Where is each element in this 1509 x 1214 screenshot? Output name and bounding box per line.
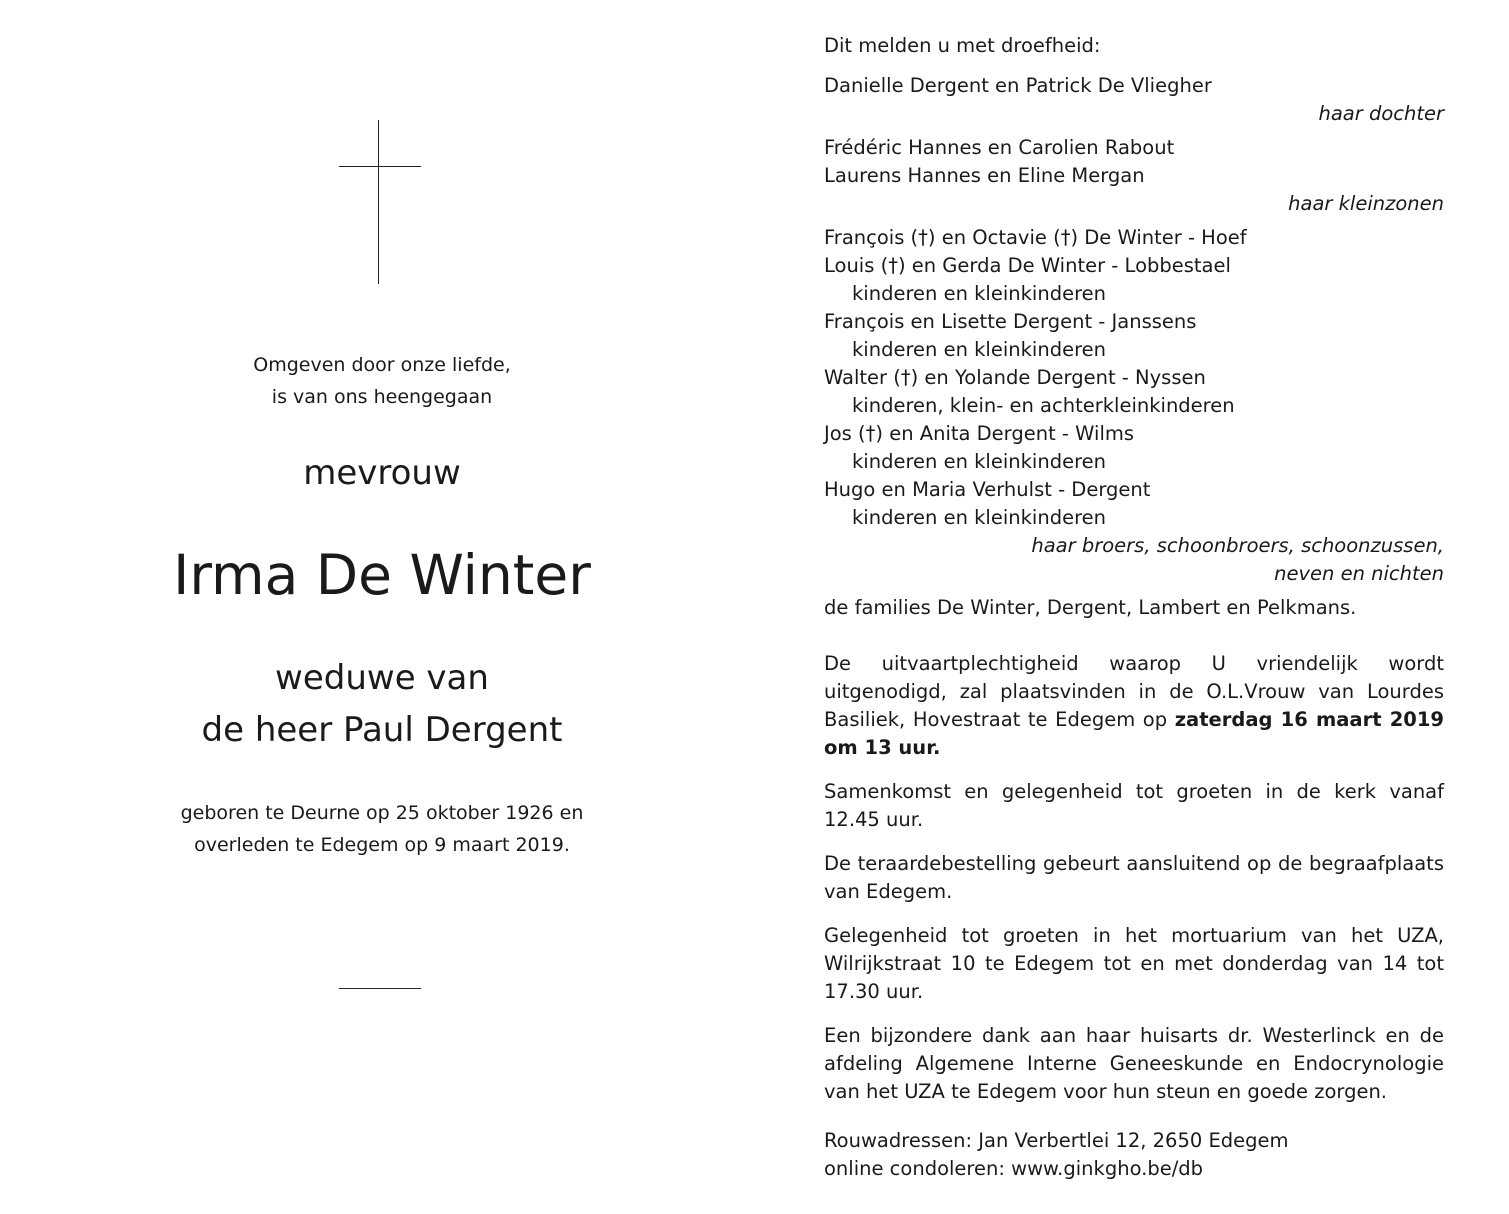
funeral-text: De uitvaartplechtigheid waarop U vriendelijk wordt uitgenodigd, zal plaatsvinden in de O.L.Vrouw van Lourdes Basiliek, Hovestraat te Edegem op — [824, 652, 1444, 731]
cross-icon-bar — [339, 166, 421, 167]
sibling-names: Louis (†) en Gerda De Winter - Lobbestael — [824, 254, 1231, 277]
announcement-heading: Dit melden u met droefheid: — [824, 34, 1101, 57]
divider — [339, 988, 421, 989]
deceased-title: mevrouw — [303, 453, 461, 493]
thanks-paragraph: Een bijzondere dank aan haar huisarts dr. Westerlinck en de afdeling Algemene Interne Geneeskunde en Endocrynologie van het UZA te Edegem voor hun steun en goede zorgen. — [824, 1024, 1444, 1103]
contact-info — [824, 1127, 1444, 1183]
sibling-descendants: kinderen en kleinkinderen — [852, 338, 1107, 361]
sibling-names: François (†) en Octavie (†) De Winter - Hoef — [824, 226, 1247, 249]
sibling-names: François en Lisette Dergent - Janssens — [824, 310, 1197, 333]
burial-paragraph: De teraardebestelling gebeurt aansluitend op de begraafplaats van Edegem. — [824, 852, 1444, 903]
intro-text — [70, 349, 694, 413]
deceased-name: Irma De Winter — [173, 543, 591, 607]
families-line: de families De Winter, Dergent, Lambert en Pelkmans. — [824, 596, 1357, 619]
gathering-paragraph: Samenkomst en gelegenheid tot groeten in de kerk vanaf 12.45 uur. — [824, 780, 1444, 831]
funeral-date: zaterdag 16 maart 2019 om 13 uur. — [824, 708, 1444, 759]
grandson-names: Laurens Hannes en Eline Mergan — [824, 164, 1145, 187]
siblings-relation: haar broers, schoonbroers, schoonzussen, — [1031, 534, 1444, 557]
widow-line-2: de heer Paul Dergent — [201, 710, 563, 750]
intro-line-2: is van ons heengegaan — [271, 386, 493, 408]
intro-line-1: Omgeven door onze liefde, — [253, 354, 511, 376]
death-line: overleden te Edegem op 9 maart 2019. — [194, 834, 570, 856]
daughter-relation: haar dochter — [1318, 102, 1444, 125]
sibling-descendants: kinderen en kleinkinderen — [852, 506, 1107, 529]
family-list — [824, 32, 1444, 622]
birth-line: geboren te Deurne op 25 oktober 1926 en — [180, 802, 584, 824]
widow-line-1: weduwe van — [275, 658, 489, 698]
birth-death-dates — [70, 797, 694, 861]
sibling-names: Walter (†) en Yolande Dergent - Nyssen — [824, 366, 1206, 389]
grandson-names: Frédéric Hannes en Carolien Rabout — [824, 136, 1175, 159]
online-condolence-link[interactable]: online condoleren: www.ginkgho.be/db — [824, 1157, 1204, 1180]
funeral-paragraph — [824, 650, 1444, 762]
grandsons-relation: haar kleinzonen — [1288, 192, 1444, 215]
widow-of — [70, 652, 694, 756]
sibling-descendants: kinderen en kleinkinderen — [852, 450, 1107, 473]
sibling-descendants: kinderen en kleinkinderen — [852, 282, 1107, 305]
sibling-names: Hugo en Maria Verhulst - Dergent — [824, 478, 1151, 501]
mortuary-paragraph: Gelegenheid tot groeten in het mortuarium van het UZA, Wilrijkstraat 10 te Edegem tot en met donderdag van 14 tot 17.30 uur. — [824, 924, 1444, 1003]
daughter-names: Danielle Dergent en Patrick De Vliegher — [824, 74, 1212, 97]
mourning-address: Rouwadressen: Jan Verbertlei 12, 2650 Edegem — [824, 1129, 1289, 1152]
siblings-relation: neven en nichten — [1274, 562, 1444, 585]
funeral-info — [824, 650, 1444, 1106]
cross-icon — [378, 120, 379, 284]
sibling-names: Jos (†) en Anita Dergent - Wilms — [824, 422, 1135, 445]
sibling-descendants: kinderen, klein- en achterkleinkinderen — [852, 394, 1235, 417]
